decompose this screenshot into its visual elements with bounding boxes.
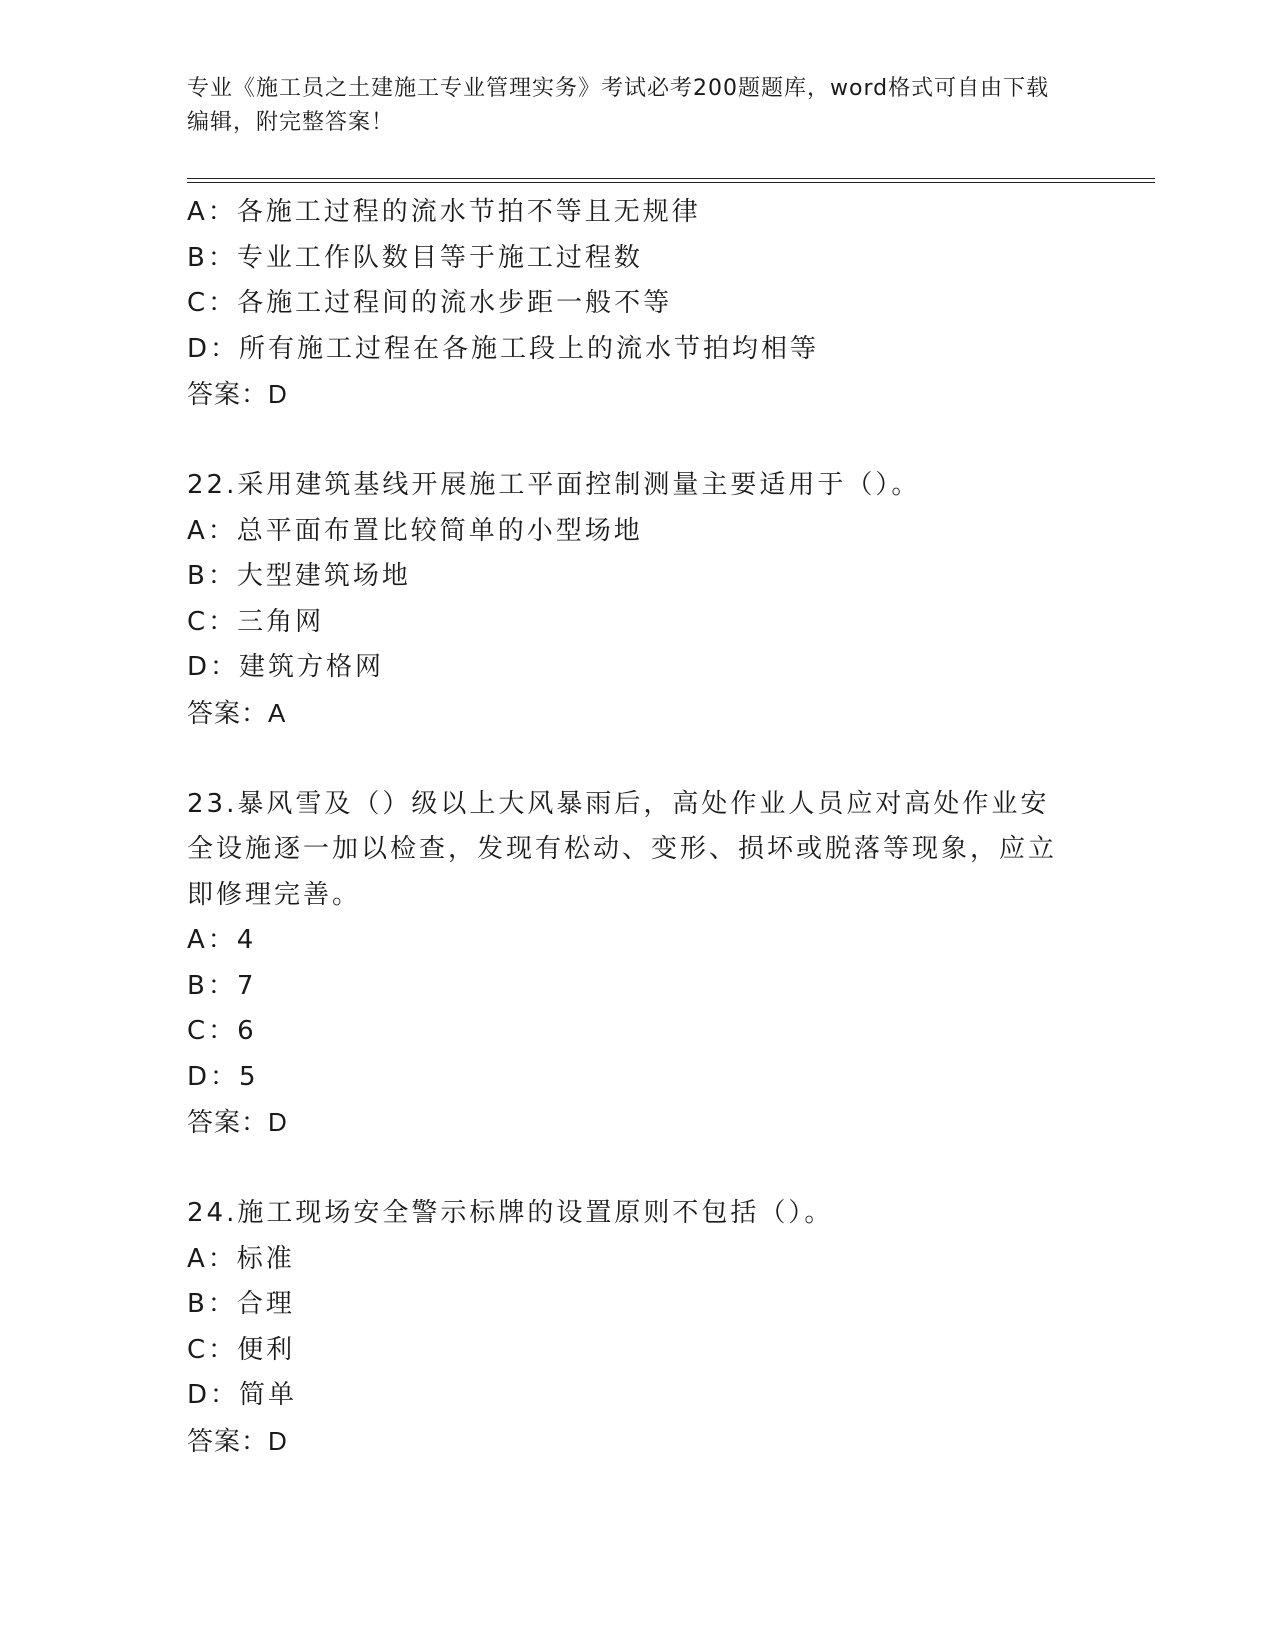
option-b: B：合理 (187, 1289, 295, 1319)
option-c: C：各施工过程间的流水步距一般不等 (187, 288, 673, 318)
question-spacer (187, 418, 1087, 464)
option-b: B：7 (187, 970, 257, 1001)
question-21 (187, 190, 1087, 418)
question-24 (187, 1191, 1087, 1464)
answer: 答案：D (187, 1425, 288, 1456)
option-a: A：各施工过程的流水节拍不等且无规律 (187, 197, 701, 227)
option-b: B：专业工作队数目等于施工过程数 (187, 242, 643, 273)
question-list (187, 190, 1087, 1464)
option-d: D：5 (187, 1061, 259, 1092)
option-d: D：简单 (187, 1380, 298, 1410)
answer: 答案：A (187, 697, 287, 728)
question-stem: 23.暴风雪及（）级以上大风暴雨后，高处作业人员应对高处作业安全设施逐一加以检查，发现有松动、变形、损坏或脱落等现象，应立即修理完善。 (187, 788, 1058, 910)
question-22 (187, 463, 1087, 736)
question-23 (187, 782, 1087, 1146)
question-spacer (187, 1146, 1087, 1192)
question-spacer (187, 736, 1087, 782)
option-d: D：建筑方格网 (187, 652, 385, 682)
answer: 答案：D (187, 1107, 288, 1137)
question-stem: 22.采用建筑基线开展施工平面控制测量主要适用于（）。 (187, 470, 921, 500)
option-b: B：大型建筑场地 (187, 561, 411, 591)
option-c: C：三角网 (187, 606, 325, 637)
option-a: A：总平面布置比较简单的小型场地 (187, 515, 643, 546)
option-c: C：便利 (187, 1334, 296, 1365)
option-a: A：4 (187, 925, 257, 955)
option-c: C：6 (187, 1016, 257, 1046)
header-divider (187, 178, 1155, 183)
option-a: A：标准 (187, 1243, 295, 1274)
document-header: 专业《施工员之土建施工专业管理实务》考试必考200题题库，word格式可自由下载编辑，附完整答案！ (187, 76, 1050, 135)
option-d: D：所有施工过程在各施工段上的流水节拍均相等 (187, 333, 820, 364)
answer: 答案：D (187, 379, 288, 409)
question-stem: 24.施工现场安全警示标牌的设置原则不包括（）。 (187, 1198, 834, 1228)
